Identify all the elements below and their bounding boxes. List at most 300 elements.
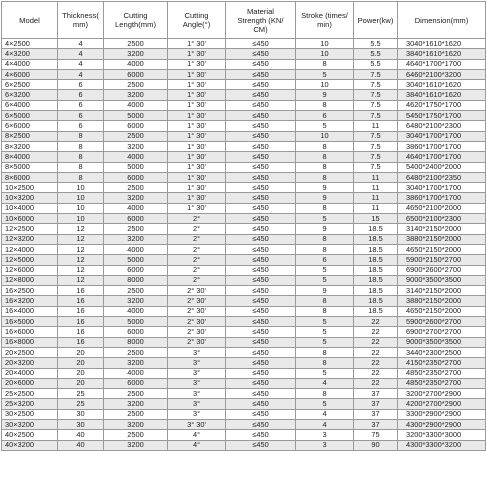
cell-material-strength: ≤450 [226, 275, 296, 285]
cell-model: 16×3200 [2, 296, 58, 306]
cell-model: 8×4000 [2, 152, 58, 162]
cell-dimension: 3440*2300*2500 [398, 347, 486, 357]
cell-stroke: 5 [296, 317, 354, 327]
cell-power: 37 [354, 399, 398, 409]
cell-stroke: 8 [296, 296, 354, 306]
cell-stroke: 9 [296, 193, 354, 203]
cell-dimension: 5450*1750*1700 [398, 111, 486, 121]
cell-power: 7.5 [354, 162, 398, 172]
cell-dimension: 6900*2700*2700 [398, 327, 486, 337]
cell-cutting-angle: 3° 30' [168, 419, 226, 429]
cell-cutting-length: 3200 [104, 419, 168, 429]
table-row [2, 121, 486, 131]
cell-cutting-angle: 2° 30' [168, 337, 226, 347]
header-cutting-length: Cutting Length(mm) [104, 2, 168, 39]
cell-thickness: 4 [58, 39, 104, 49]
table-row [2, 327, 486, 337]
cell-thickness: 20 [58, 358, 104, 368]
cell-material-strength: ≤450 [226, 347, 296, 357]
cell-power: 7.5 [354, 100, 398, 110]
cell-material-strength: ≤450 [226, 286, 296, 296]
cell-dimension: 5900*2150*2700 [398, 255, 486, 265]
cell-stroke: 8 [296, 347, 354, 357]
cell-cutting-length: 6000 [104, 265, 168, 275]
cell-thickness: 10 [58, 193, 104, 203]
cell-power: 18.5 [354, 224, 398, 234]
cell-dimension: 6480*2100*2350 [398, 172, 486, 182]
cell-model: 20×2500 [2, 347, 58, 357]
cell-cutting-length: 3200 [104, 141, 168, 151]
cell-cutting-angle: 1° 30' [168, 69, 226, 79]
table-row [2, 162, 486, 172]
table-row [2, 234, 486, 244]
cell-material-strength: ≤450 [226, 244, 296, 254]
cell-cutting-length: 5000 [104, 255, 168, 265]
cell-thickness: 30 [58, 419, 104, 429]
table-row [2, 111, 486, 121]
cell-thickness: 10 [58, 183, 104, 193]
cell-model: 4×6000 [2, 69, 58, 79]
cell-material-strength: ≤450 [226, 255, 296, 265]
cell-cutting-angle: 1° 30' [168, 152, 226, 162]
cell-thickness: 12 [58, 234, 104, 244]
cell-cutting-length: 2500 [104, 39, 168, 49]
cell-cutting-length: 6000 [104, 378, 168, 388]
cell-cutting-angle: 2° [168, 255, 226, 265]
cell-dimension: 3140*2150*2000 [398, 286, 486, 296]
cell-dimension: 6460*2100*3200 [398, 69, 486, 79]
cell-cutting-angle: 2° 30' [168, 327, 226, 337]
cell-thickness: 4 [58, 49, 104, 59]
cell-power: 15 [354, 214, 398, 224]
cell-cutting-angle: 1° 30' [168, 100, 226, 110]
cell-thickness: 40 [58, 440, 104, 450]
cell-model: 12×2500 [2, 224, 58, 234]
cell-dimension: 9000*3500*3500 [398, 275, 486, 285]
cell-thickness: 12 [58, 255, 104, 265]
cell-dimension: 3140*2150*2000 [398, 224, 486, 234]
cell-stroke: 9 [296, 224, 354, 234]
cell-material-strength: ≤450 [226, 378, 296, 388]
cell-model: 12×4000 [2, 244, 58, 254]
cell-stroke: 8 [296, 172, 354, 182]
cell-thickness: 25 [58, 389, 104, 399]
cell-thickness: 6 [58, 90, 104, 100]
cell-cutting-angle: 2° [168, 275, 226, 285]
spec-table [1, 1, 486, 451]
cell-power: 18.5 [354, 275, 398, 285]
cell-stroke: 5 [296, 399, 354, 409]
cell-model: 8×2500 [2, 131, 58, 141]
cell-cutting-length: 4000 [104, 203, 168, 213]
cell-model: 12×8000 [2, 275, 58, 285]
cell-dimension: 5900*2600*2700 [398, 317, 486, 327]
cell-material-strength: ≤450 [226, 172, 296, 182]
cell-material-strength: ≤450 [226, 265, 296, 275]
cell-cutting-length: 2500 [104, 389, 168, 399]
cell-power: 18.5 [354, 286, 398, 296]
cell-dimension: 9000*3500*3500 [398, 337, 486, 347]
cell-model: 10×3200 [2, 193, 58, 203]
cell-cutting-length: 3200 [104, 358, 168, 368]
cell-power: 18.5 [354, 234, 398, 244]
cell-model: 12×6000 [2, 265, 58, 275]
cell-cutting-length: 3200 [104, 90, 168, 100]
cell-cutting-angle: 2° [168, 224, 226, 234]
cell-cutting-length: 3200 [104, 440, 168, 450]
cell-power: 90 [354, 440, 398, 450]
cell-thickness: 40 [58, 430, 104, 440]
table-row [2, 214, 486, 224]
cell-model: 16×5000 [2, 317, 58, 327]
cell-power: 22 [354, 327, 398, 337]
header-material-strength: Material Strength (KN/ CM) [226, 2, 296, 39]
cell-model: 16×2500 [2, 286, 58, 296]
cell-cutting-length: 4000 [104, 244, 168, 254]
cell-stroke: 10 [296, 49, 354, 59]
cell-thickness: 12 [58, 224, 104, 234]
cell-material-strength: ≤450 [226, 193, 296, 203]
cell-power: 7.5 [354, 90, 398, 100]
cell-material-strength: ≤450 [226, 39, 296, 49]
cell-thickness: 10 [58, 203, 104, 213]
cell-dimension: 4300*2900*2900 [398, 419, 486, 429]
cell-cutting-angle: 2° 30' [168, 306, 226, 316]
cell-dimension: 6900*2600*2700 [398, 265, 486, 275]
cell-cutting-angle: 3° [168, 368, 226, 378]
table-row [2, 244, 486, 254]
cell-dimension: 6480*2100*2300 [398, 121, 486, 131]
cell-cutting-length: 3200 [104, 399, 168, 409]
cell-model: 4×3200 [2, 49, 58, 59]
cell-thickness: 10 [58, 214, 104, 224]
cell-power: 7.5 [354, 152, 398, 162]
cell-thickness: 16 [58, 306, 104, 316]
cell-cutting-length: 3200 [104, 296, 168, 306]
cell-cutting-angle: 1° 30' [168, 49, 226, 59]
cell-material-strength: ≤450 [226, 440, 296, 450]
cell-stroke: 4 [296, 409, 354, 419]
cell-cutting-length: 3200 [104, 49, 168, 59]
table-row [2, 337, 486, 347]
cell-cutting-angle: 2° 30' [168, 296, 226, 306]
cell-power: 7.5 [354, 111, 398, 121]
cell-dimension: 3880*2150*2000 [398, 234, 486, 244]
table-row [2, 59, 486, 69]
table-row [2, 347, 486, 357]
table-row [2, 306, 486, 316]
cell-power: 18.5 [354, 255, 398, 265]
cell-stroke: 8 [296, 306, 354, 316]
cell-thickness: 16 [58, 317, 104, 327]
cell-dimension: 4640*1700*1700 [398, 152, 486, 162]
cell-dimension: 4620*1750*1700 [398, 100, 486, 110]
cell-thickness: 20 [58, 368, 104, 378]
cell-model: 6×2500 [2, 80, 58, 90]
table-row [2, 419, 486, 429]
header-model: Model [2, 2, 58, 39]
cell-model: 30×2500 [2, 409, 58, 419]
table-row [2, 255, 486, 265]
table-row [2, 39, 486, 49]
cell-cutting-length: 5000 [104, 111, 168, 121]
cell-power: 7.5 [354, 69, 398, 79]
cell-model: 4×4000 [2, 59, 58, 69]
cell-cutting-length: 3200 [104, 234, 168, 244]
cell-thickness: 8 [58, 152, 104, 162]
cell-dimension: 4850*2350*2700 [398, 368, 486, 378]
table-row [2, 69, 486, 79]
cell-cutting-length: 2500 [104, 183, 168, 193]
cell-dimension: 4150*2350*2700 [398, 358, 486, 368]
cell-stroke: 8 [296, 162, 354, 172]
header-dimension: Dimension(mm) [398, 2, 486, 39]
cell-cutting-length: 4000 [104, 100, 168, 110]
cell-dimension: 6500*2100*2300 [398, 214, 486, 224]
cell-thickness: 8 [58, 131, 104, 141]
cell-material-strength: ≤450 [226, 49, 296, 59]
cell-material-strength: ≤450 [226, 121, 296, 131]
cell-material-strength: ≤450 [226, 183, 296, 193]
cell-cutting-angle: 2° [168, 234, 226, 244]
cell-power: 18.5 [354, 244, 398, 254]
cell-cutting-length: 4000 [104, 152, 168, 162]
cell-thickness: 8 [58, 141, 104, 151]
table-row [2, 100, 486, 110]
cell-stroke: 5 [296, 214, 354, 224]
cell-cutting-angle: 1° 30' [168, 183, 226, 193]
cell-stroke: 4 [296, 419, 354, 429]
cell-power: 5.5 [354, 59, 398, 69]
cell-model: 20×6000 [2, 378, 58, 388]
cell-stroke: 5 [296, 327, 354, 337]
table-row [2, 317, 486, 327]
table-row [2, 90, 486, 100]
table-body [2, 39, 486, 451]
cell-thickness: 6 [58, 111, 104, 121]
header-stroke: Stroke (times/ min) [296, 2, 354, 39]
cell-thickness: 16 [58, 286, 104, 296]
cell-cutting-length: 2500 [104, 80, 168, 90]
cell-power: 22 [354, 368, 398, 378]
cell-power: 5.5 [354, 39, 398, 49]
cell-dimension: 3200*3300*3000 [398, 430, 486, 440]
cell-cutting-angle: 3° [168, 399, 226, 409]
cell-power: 22 [354, 378, 398, 388]
cell-material-strength: ≤450 [226, 152, 296, 162]
cell-thickness: 4 [58, 59, 104, 69]
cell-thickness: 16 [58, 296, 104, 306]
cell-material-strength: ≤450 [226, 306, 296, 316]
cell-cutting-angle: 1° 30' [168, 172, 226, 182]
cell-stroke: 5 [296, 69, 354, 79]
cell-cutting-length: 5000 [104, 317, 168, 327]
cell-model: 8×3200 [2, 141, 58, 151]
cell-model: 8×6000 [2, 172, 58, 182]
cell-dimension: 3880*2150*2000 [398, 296, 486, 306]
cell-dimension: 3840*1610*1620 [398, 90, 486, 100]
cell-stroke: 8 [296, 244, 354, 254]
cell-power: 11 [354, 183, 398, 193]
cell-model: 16×6000 [2, 327, 58, 337]
cell-stroke: 8 [296, 141, 354, 151]
cell-material-strength: ≤450 [226, 389, 296, 399]
table-row [2, 286, 486, 296]
cell-cutting-angle: 1° 30' [168, 59, 226, 69]
cell-power: 37 [354, 409, 398, 419]
cell-cutting-angle: 3° [168, 389, 226, 399]
table-row [2, 389, 486, 399]
table-row [2, 430, 486, 440]
table-row [2, 358, 486, 368]
table-row [2, 172, 486, 182]
cell-power: 18.5 [354, 265, 398, 275]
cell-cutting-angle: 1° 30' [168, 162, 226, 172]
cell-dimension: 5400*2400*2000 [398, 162, 486, 172]
cell-thickness: 12 [58, 244, 104, 254]
cell-cutting-length: 8000 [104, 337, 168, 347]
cell-model: 16×4000 [2, 306, 58, 316]
cell-dimension: 4650*2100*2000 [398, 203, 486, 213]
cell-dimension: 3040*1610*1620 [398, 80, 486, 90]
cell-cutting-angle: 4° [168, 440, 226, 450]
cell-cutting-angle: 1° 30' [168, 90, 226, 100]
cell-stroke: 8 [296, 59, 354, 69]
cell-power: 11 [354, 172, 398, 182]
cell-thickness: 25 [58, 399, 104, 409]
cell-material-strength: ≤450 [226, 419, 296, 429]
cell-stroke: 8 [296, 100, 354, 110]
cell-power: 7.5 [354, 131, 398, 141]
table-row [2, 399, 486, 409]
cell-material-strength: ≤450 [226, 234, 296, 244]
cell-dimension: 4640*1700*1700 [398, 59, 486, 69]
cell-stroke: 4 [296, 378, 354, 388]
cell-power: 22 [354, 347, 398, 357]
cell-stroke: 5 [296, 368, 354, 378]
cell-cutting-angle: 1° 30' [168, 111, 226, 121]
cell-material-strength: ≤450 [226, 59, 296, 69]
cell-cutting-length: 4000 [104, 306, 168, 316]
cell-cutting-angle: 1° 30' [168, 39, 226, 49]
cell-power: 7.5 [354, 80, 398, 90]
cell-stroke: 9 [296, 90, 354, 100]
cell-cutting-length: 2500 [104, 347, 168, 357]
table-row [2, 193, 486, 203]
cell-power: 18.5 [354, 296, 398, 306]
cell-material-strength: ≤450 [226, 141, 296, 151]
cell-cutting-length: 6000 [104, 69, 168, 79]
table-row [2, 440, 486, 450]
cell-stroke: 10 [296, 131, 354, 141]
cell-material-strength: ≤450 [226, 80, 296, 90]
cell-dimension: 4650*2150*2000 [398, 306, 486, 316]
cell-dimension: 4200*2700*2900 [398, 399, 486, 409]
cell-cutting-length: 6000 [104, 172, 168, 182]
table-row [2, 265, 486, 275]
cell-material-strength: ≤450 [226, 296, 296, 306]
cell-cutting-angle: 1° 30' [168, 121, 226, 131]
cell-material-strength: ≤450 [226, 337, 296, 347]
cell-model: 4×2500 [2, 39, 58, 49]
cell-dimension: 3300*2900*2900 [398, 409, 486, 419]
table-row [2, 80, 486, 90]
cell-stroke: 6 [296, 111, 354, 121]
cell-stroke: 8 [296, 234, 354, 244]
cell-material-strength: ≤450 [226, 317, 296, 327]
cell-cutting-angle: 4° [168, 430, 226, 440]
cell-model: 10×2500 [2, 183, 58, 193]
cell-stroke: 6 [296, 255, 354, 265]
cell-dimension: 3860*1700*1700 [398, 141, 486, 151]
cell-power: 11 [354, 121, 398, 131]
cell-power: 11 [354, 193, 398, 203]
cell-thickness: 8 [58, 172, 104, 182]
cell-stroke: 3 [296, 440, 354, 450]
cell-stroke: 5 [296, 121, 354, 131]
cell-thickness: 4 [58, 69, 104, 79]
cell-stroke: 9 [296, 183, 354, 193]
cell-thickness: 6 [58, 121, 104, 131]
cell-cutting-angle: 1° 30' [168, 80, 226, 90]
cell-model: 25×3200 [2, 399, 58, 409]
cell-thickness: 20 [58, 378, 104, 388]
cell-power: 18.5 [354, 306, 398, 316]
cell-cutting-angle: 2° [168, 244, 226, 254]
table-row [2, 275, 486, 285]
cell-cutting-angle: 3° [168, 347, 226, 357]
cell-material-strength: ≤450 [226, 327, 296, 337]
cell-dimension: 3860*1700*1700 [398, 193, 486, 203]
cell-thickness: 16 [58, 327, 104, 337]
header-cutting-angle: Cutting Angle(°) [168, 2, 226, 39]
cell-dimension: 3840*1610*1620 [398, 49, 486, 59]
cell-material-strength: ≤450 [226, 409, 296, 419]
cell-cutting-angle: 2° 30' [168, 286, 226, 296]
table-row [2, 131, 486, 141]
cell-dimension: 3040*1610*1620 [398, 39, 486, 49]
cell-model: 25×2500 [2, 389, 58, 399]
cell-cutting-length: 2500 [104, 430, 168, 440]
cell-material-strength: ≤450 [226, 131, 296, 141]
cell-model: 10×4000 [2, 203, 58, 213]
cell-cutting-length: 6000 [104, 214, 168, 224]
cell-power: 5.5 [354, 49, 398, 59]
cell-thickness: 6 [58, 80, 104, 90]
cell-dimension: 3040*1700*1700 [398, 131, 486, 141]
cell-material-strength: ≤450 [226, 368, 296, 378]
cell-cutting-length: 8000 [104, 275, 168, 285]
cell-material-strength: ≤450 [226, 100, 296, 110]
cell-power: 7.5 [354, 141, 398, 151]
cell-model: 20×4000 [2, 368, 58, 378]
cell-model: 30×3200 [2, 419, 58, 429]
table-row [2, 224, 486, 234]
cell-stroke: 5 [296, 275, 354, 285]
table-row [2, 203, 486, 213]
cell-stroke: 3 [296, 430, 354, 440]
cell-material-strength: ≤450 [226, 358, 296, 368]
table-row [2, 141, 486, 151]
header-power: Power(kw) [354, 2, 398, 39]
cell-thickness: 12 [58, 275, 104, 285]
cell-cutting-angle: 2° 30' [168, 317, 226, 327]
cell-model: 20×3200 [2, 358, 58, 368]
table-row [2, 378, 486, 388]
table-row [2, 183, 486, 193]
cell-power: 37 [354, 389, 398, 399]
cell-cutting-angle: 2° [168, 265, 226, 275]
